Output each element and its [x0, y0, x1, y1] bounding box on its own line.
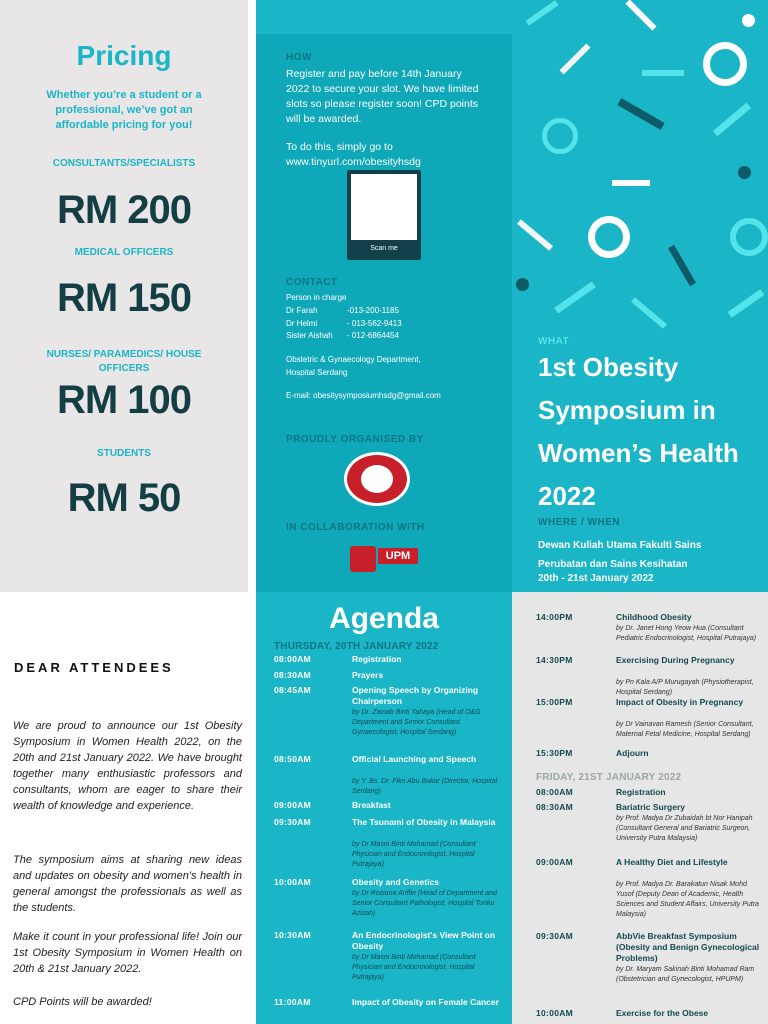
agenda-session-title: Exercising During Pregnancy — [616, 655, 735, 665]
how-text: Register and pay before 14th January 2022 to secure your slot. We have limited slots so please register soon! CPD points will be awarded. — [286, 68, 479, 125]
agenda-session-title: An Endocrinologist's View Point on Obesity — [352, 930, 496, 951]
pricing-title: Pricing — [76, 40, 172, 71]
confetti-zigzag — [554, 281, 596, 313]
tier-category: NURSES/ PARAMEDICS/ HOUSE OFFICERS — [46, 349, 202, 374]
event-title: 1st Obesity Symposium in Women’s Health 2022 — [538, 352, 739, 511]
agenda-session-title: Official Launching and Speech — [352, 754, 477, 764]
agenda-time: 14:00PM — [536, 612, 573, 622]
venue-line2: Perubatan dan Sains Kesihatan — [538, 559, 688, 570]
tier-price: RM 200 — [56, 188, 192, 232]
confetti-shape — [526, 0, 559, 26]
agenda-speaker: by Dr Masni Binti Mohamad (Consultant Physician and Endocrinologist, Hospital Putrajaya) — [352, 841, 476, 868]
agenda-time: 09:00AM — [274, 800, 312, 810]
qr-code[interactable] — [347, 170, 421, 260]
what-label: WHAT — [538, 336, 570, 347]
contact-name: Sister Aishah — [286, 331, 333, 340]
confetti-zigzag — [617, 98, 664, 130]
confetti-shape — [612, 180, 650, 186]
confetti-ring — [542, 118, 578, 154]
agenda-session-title: AbbVie Breakfast Symposium (Obesity and Benign Gynecological Problems) — [616, 931, 760, 963]
agenda-session-title: Adjourn — [616, 748, 649, 758]
confetti-ring — [730, 218, 768, 256]
upm-crest-icon — [350, 546, 376, 572]
contact-person-label: Person in charge — [286, 293, 347, 302]
letter-heading: DEAR ATTENDEES — [14, 660, 174, 675]
contact-email[interactable]: E-mail: obesitysymposiumhsdg@gmail.com — [286, 391, 441, 400]
agenda-speaker: by Prof. Madya Dr. Barakatun Nisak Mohd Yusof (Deputy Dean of Academic, Health Sciences and Student Affairs, University Putra Malaysia) — [616, 881, 759, 918]
how-label: HOW — [286, 52, 312, 63]
how-link[interactable]: To do this, simply go to www.tinyurl.com/obesityhsdg — [286, 141, 421, 168]
agenda-session-title: Obesity and Genetics — [352, 877, 439, 887]
agenda-day-heading: FRIDAY, 21ST JANUARY 2022 — [536, 772, 682, 783]
agenda-time: 15:00PM — [536, 697, 573, 707]
letter-paragraph: The symposium aims at sharing new ideas and updates on obesity and women's health in general amongst the professionals as well as the students. — [13, 854, 242, 914]
confetti-dot — [742, 14, 755, 27]
agenda-session-title: Childhood Obesity — [616, 612, 692, 622]
agenda-time: 11:00AM — [274, 997, 311, 1007]
agenda-session-title: Exercise for the Obese — [616, 1008, 709, 1018]
agenda-day-heading: THURSDAY, 20TH JANUARY 2022 — [274, 641, 439, 652]
agenda-time: 08:30AM — [536, 802, 574, 812]
letter-paragraph: CPD Points will be awarded! — [13, 996, 152, 1008]
contact-phone: -013-200-1185 — [347, 306, 399, 315]
agenda-time: 08:50AM — [274, 754, 312, 764]
agenda-time: 09:30AM — [274, 817, 312, 827]
agenda-session-title: Bariatric Surgery — [616, 802, 685, 812]
tier-price: RM 150 — [56, 276, 192, 320]
agenda-session-title: Breakfast — [352, 800, 391, 810]
agenda-time: 08:00AM — [274, 654, 312, 664]
agenda-session-title: Opening Speech by Organizing Chairperson — [352, 685, 479, 706]
confetti-zigzag — [668, 245, 696, 287]
agenda-time: 10:00AM — [536, 1008, 574, 1018]
agenda-time: 10:00AM — [274, 877, 312, 887]
tier-category: STUDENTS — [97, 448, 151, 459]
panel-divider — [248, 0, 256, 592]
contact-department: Obstetric & Gynaecology Department, Hospital Serdang — [286, 355, 421, 377]
contact-name: Dr Helmi — [286, 319, 318, 328]
agenda-speaker: by Dr Roziana Ariffin (Head of Department and Senior Consultant Pathologist, Hospital Tunku Azizah) — [352, 890, 497, 917]
confetti-shape — [559, 43, 590, 74]
confetti-ring — [588, 216, 630, 258]
letter-paragraph: Make it count in your professional life! Join our 1st Obesity Symposium in Women Health on 20th & 21st January 2022. — [13, 931, 242, 975]
agenda-session-title: The Tsunami of Obesity in Malaysia — [352, 817, 496, 827]
tier-category: CONSULTANTS/SPECIALISTS — [52, 158, 196, 169]
agenda-speaker: by Dr Masni Binti Mohamad (Consultant Physician and Endocrinologist, Hospital Putrajaya) — [352, 954, 476, 981]
agenda-title: Agenda — [328, 602, 439, 635]
agenda-speaker: by Dr. Zainab Binti Yahaya (Head of O&G Department and Senior Consultant Gynaecologist, Hospital Serdang) — [352, 709, 481, 736]
agenda-time: 14:30PM — [536, 655, 573, 665]
contact-phone: - 013-562-9413 — [347, 319, 402, 328]
organiser-logo-inner — [361, 465, 393, 493]
agenda-speaker: by Dr. Maryam Sakinah Binti Mohamad Ram (Obstetrician and Gynecologist, HPUPM) — [616, 966, 755, 983]
confetti-shape — [517, 219, 553, 251]
pricing-intro: Whether you’re a student or a professional, we’ve got an affordable pricing for you! — [46, 89, 202, 131]
confetti-zigzag — [728, 289, 765, 318]
agenda-session-title: Registration — [616, 787, 666, 797]
agenda-speaker: by Dr Vainavan Ramesh (Senior Consultant, Maternal Fetal Medicine, Hospital Serdang) — [616, 721, 754, 738]
agenda-time: 08:00AM — [536, 787, 574, 797]
agenda-session-title: Registration — [352, 654, 402, 664]
contact-phone: - 012-6864454 — [347, 331, 400, 340]
contact-name: Dr Farah — [286, 306, 318, 315]
confetti-dot — [738, 166, 751, 179]
agenda-session-title: Prayers — [352, 670, 384, 680]
agenda-session-title: Impact of Obesity in Pregnancy — [616, 697, 744, 707]
venue-line1: Dewan Kuliah Utama Fakulti Sains — [538, 540, 702, 551]
agenda-speaker: by Dr. Janet Hong Yeow Hua (Consultant Pediatric Endocrinologist, Hospital Putrajaya) — [616, 625, 757, 642]
letter-paragraph: We are proud to announce our 1st Obesity Symposium in Women Health 2022, on the 20th and 21st January 2022. We have brought together many enthusiastic professors and consultants, whom are eager to share their wealth of knowledge and experience. — [13, 720, 242, 812]
confetti-shape — [625, 0, 656, 31]
confetti-shape — [642, 70, 684, 76]
agenda-panel-2 — [512, 592, 768, 1024]
pricing-panel — [0, 0, 248, 592]
confetti-dot — [516, 278, 529, 291]
where-label: WHERE / WHEN — [538, 517, 621, 528]
agenda-time: 09:00AM — [536, 857, 574, 867]
tier-category: MEDICAL OFFICERS — [74, 247, 174, 258]
confetti-shape — [713, 103, 751, 137]
confetti-ring — [703, 42, 747, 86]
collab-label: IN COLLABORATION WITH — [286, 522, 425, 533]
agenda-time: 08:30AM — [274, 670, 312, 680]
agenda-time: 15:30PM — [536, 748, 573, 758]
info-panel — [256, 0, 512, 592]
agenda-speaker: by Y. Bs. Dr. Fikri Abu Bakar (Director, Hospital Serdang) — [352, 778, 498, 795]
agenda-session-title: A Healthy Diet and Lifestyle — [616, 857, 728, 867]
agenda-speaker: by Pn Kala A/P Murugayah (Physiotherapist, Hospital Serdang) — [616, 679, 754, 696]
upm-logo: UPM — [378, 548, 418, 564]
event-date: 20th - 21st January 2022 — [538, 573, 654, 584]
qr-scan-label: Scan me — [370, 245, 398, 252]
agenda-speaker: by Prof. Madya Dr Zubaidah bt Nor Hanipah (Consultant General and Bariatric Surgeon, University Putra Malaysia) — [616, 815, 753, 842]
organiser-logo — [344, 452, 410, 506]
agenda-panel-1 — [256, 592, 512, 1024]
agenda-time: 08:45AM — [274, 685, 312, 695]
tier-price: RM 50 — [67, 476, 181, 520]
event-panel — [512, 0, 768, 592]
agenda-time: 09:30AM — [536, 931, 574, 941]
contact-label: CONTACT — [286, 277, 338, 288]
agenda-session-title: Impact of Obesity on Female Cancer — [352, 997, 499, 1007]
qr-code-image — [351, 174, 417, 240]
organised-label: PROUDLY ORGANISED BY — [286, 434, 424, 445]
confetti-shape — [631, 297, 667, 329]
tier-price: RM 100 — [56, 378, 192, 422]
agenda-time: 10:30AM — [274, 930, 312, 940]
